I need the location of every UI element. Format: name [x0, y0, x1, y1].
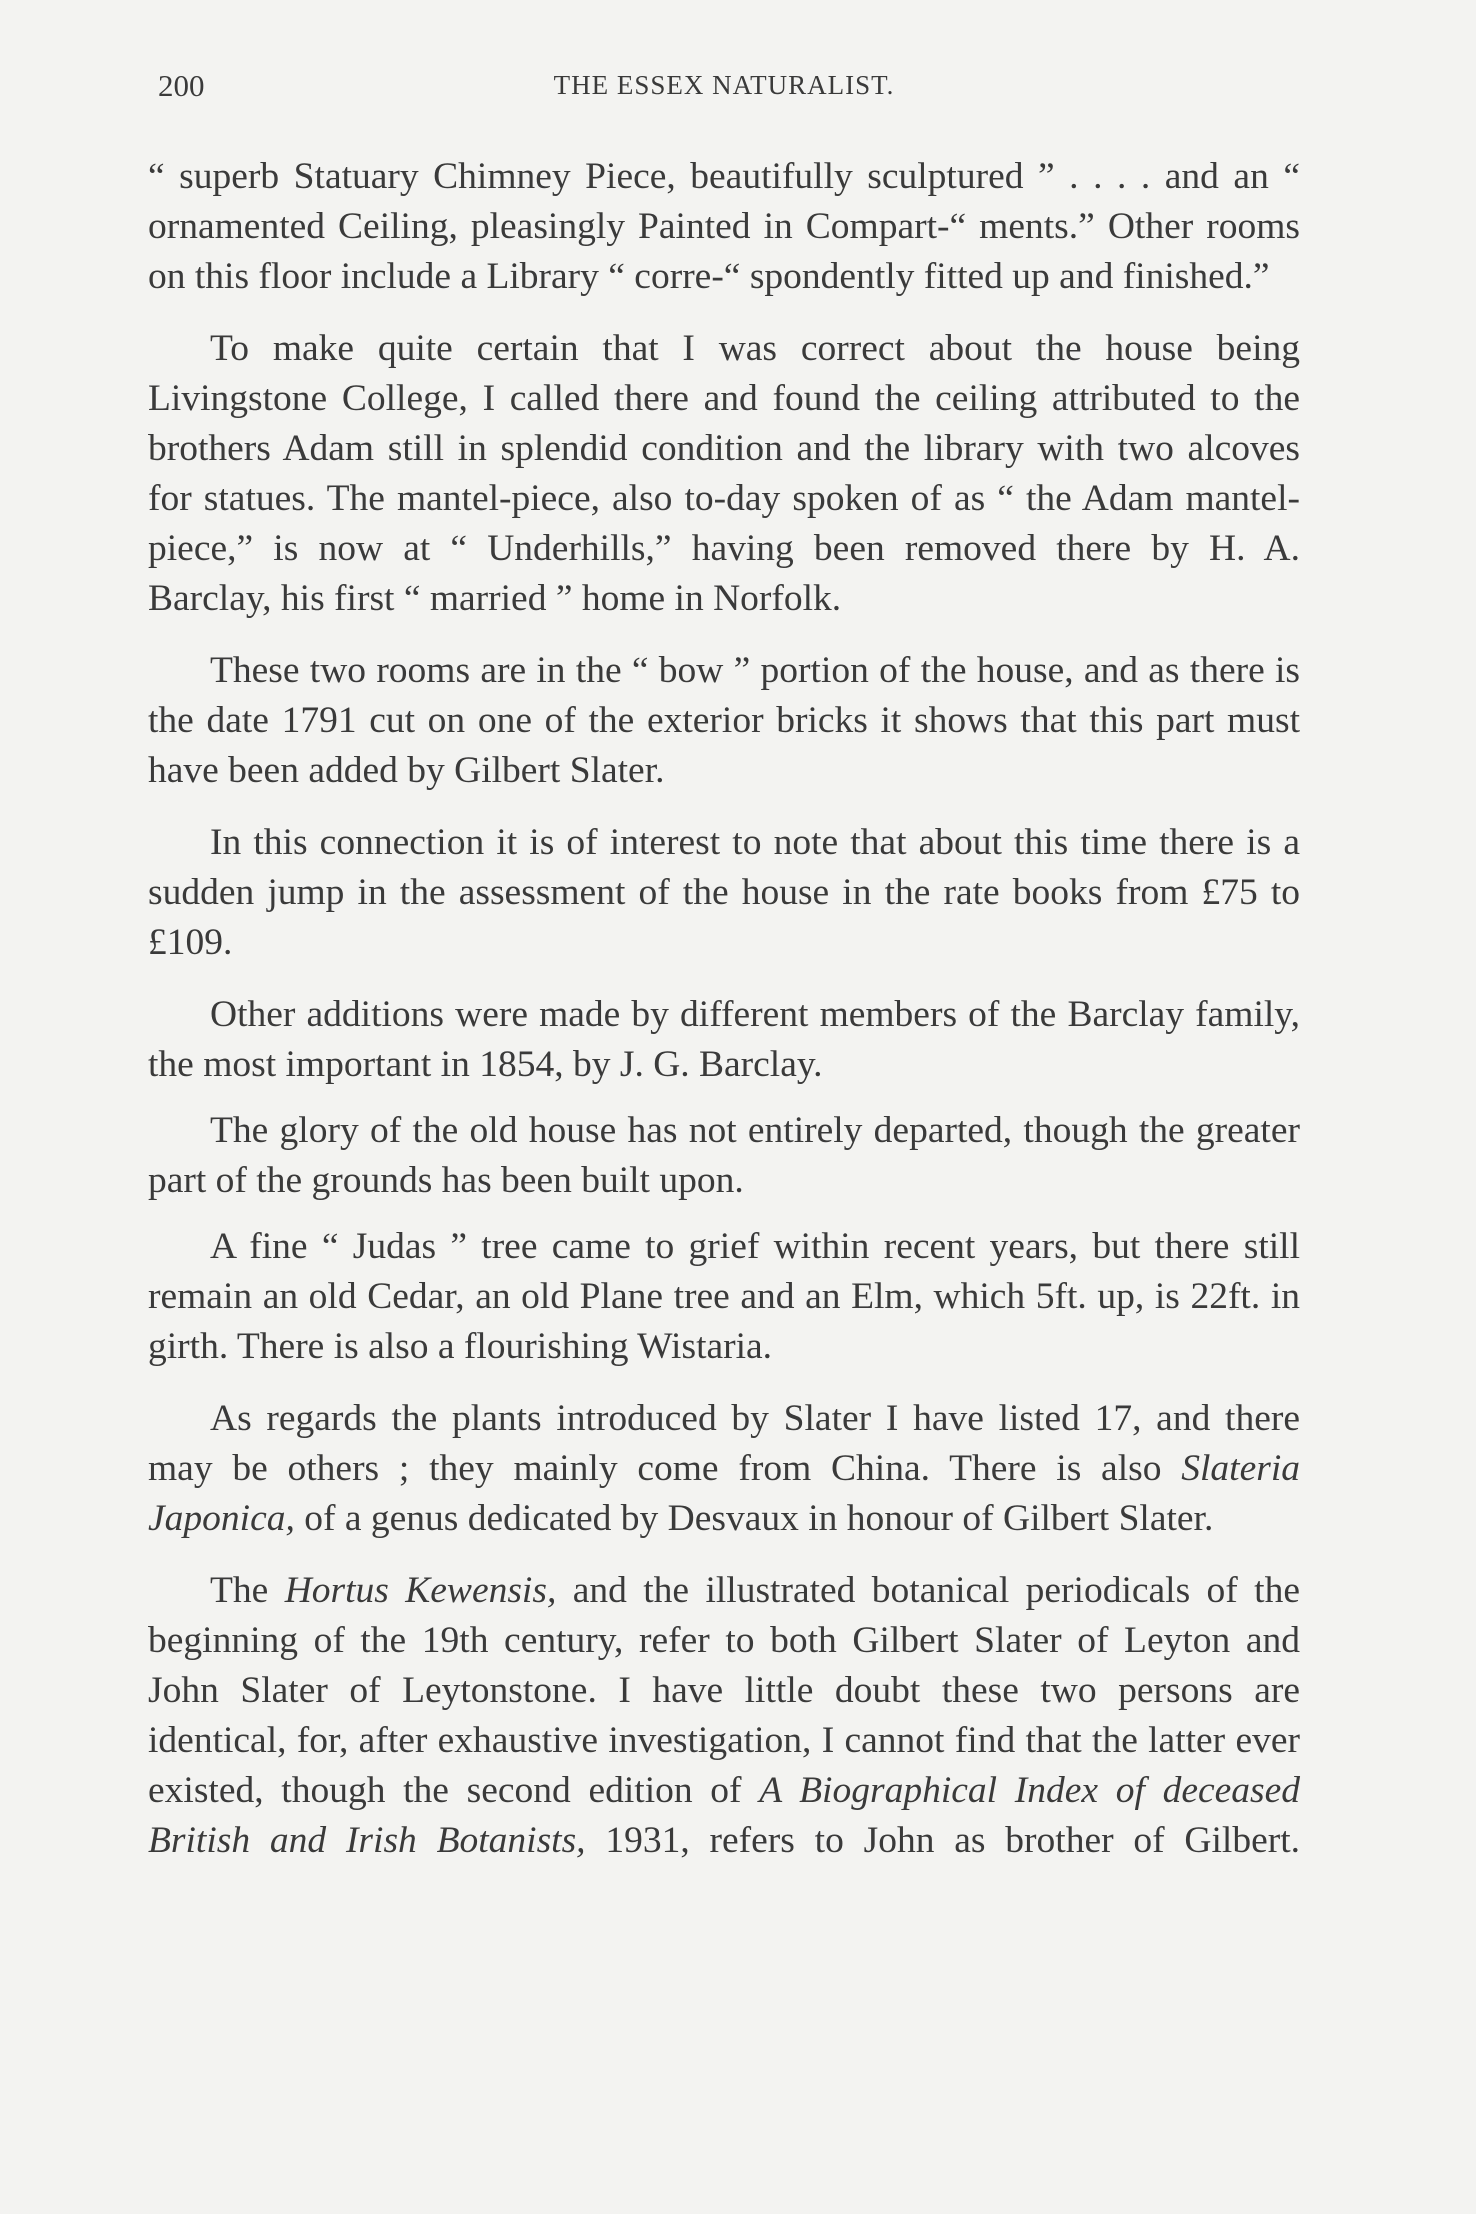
paragraph-text: 1931, refers to John as brother of Gilbert. [585, 1820, 1301, 1861]
paragraph-text: A fine “ Judas ” tree came to grief within recent years, but there still remain an old Cedar, an old Plane tree and an Elm, which 5ft. up, is 22ft. in girth. There is also a flourishing Wistaria. [148, 1226, 1300, 1367]
article-body [148, 152, 1300, 1866]
italic-title-text: Slateria Japonica, [148, 1448, 1300, 1539]
paragraph-text: As regards the plants introduced by Slater I have listed 17, and there may be others ; they mainly come from China. There is also [148, 1398, 1300, 1489]
paragraph-barclay-additions [148, 990, 1300, 1090]
page-number: 200 [158, 68, 205, 103]
running-title: THE ESSEX NATURALIST. [553, 70, 895, 100]
paragraph-text: of a genus dedicated by Desvaux in honour of Gilbert Slater. [294, 1498, 1214, 1539]
paragraph-text: To make quite certain that I was correct about the house being Livingstone College, I called there and found the ceiling attributed to the brothers Adam still in splendid condition and the library with two alcoves for statues. The mantel-piece, also to-day spoken of as “ the Adam mantel-piece,” is now at “ Underhills,” having been removed there by H. A. Barclay, his first “ married ” home in Norfolk. [148, 328, 1300, 619]
running-head [148, 68, 1300, 112]
paragraph-text: Other additions were made by different members of the Barclay family, the most important in 1854, by J. G. Barclay. [148, 994, 1300, 1085]
paragraph-text: and the illustrated botanical periodicals of the beginning of the 19th century, refer to both Gilbert Slater of Leyton and John Slater of Leytonstone. I have little doubt these two persons are identical, for, after exhaustive investigation, I cannot find that the latter ever existed, though the second edition of [148, 1570, 1300, 1811]
book-page [148, 68, 1300, 1888]
paragraph-text: The [210, 1570, 285, 1611]
paragraph-text: “ superb Statuary Chimney Piece, beautifully sculptured ” . . . . and an “ ornamented Ceiling, pleasingly Painted in Compart-“ ments.” Other rooms on this floor include a Library “ corre-“ spondently fitted up and finished.” [148, 156, 1300, 297]
paragraph-bow-portion [148, 646, 1300, 796]
paragraph-trees [148, 1222, 1300, 1372]
paragraph-plants-introduced [148, 1394, 1300, 1544]
paragraph-text: The glory of the old house has not entirely departed, though the greater part of the grounds has been built upon. [148, 1110, 1300, 1201]
paragraph-text: These two rooms are in the “ bow ” portion of the house, and as there is the date 1791 cut on one of the exterior bricks it shows that this part must have been added by Gilbert Slater. [148, 650, 1300, 791]
italic-title-text: Hortus Kewensis, [284, 1570, 557, 1611]
paragraph-text: In this connection it is of interest to note that about this time there is a sudden jump in the assessment of the house in the rate books from £75 to £109. [148, 822, 1300, 963]
italic-title-text: A Biographical Index of deceased British and Irish Botanists, [148, 1770, 1300, 1861]
paragraph-livingstone-college [148, 324, 1300, 624]
paragraph-old-house-glory [148, 1106, 1300, 1206]
paragraph-continued-quote [148, 152, 1300, 302]
paragraph-hortus-kewensis [148, 1566, 1300, 1866]
paragraph-rate-books [148, 818, 1300, 968]
